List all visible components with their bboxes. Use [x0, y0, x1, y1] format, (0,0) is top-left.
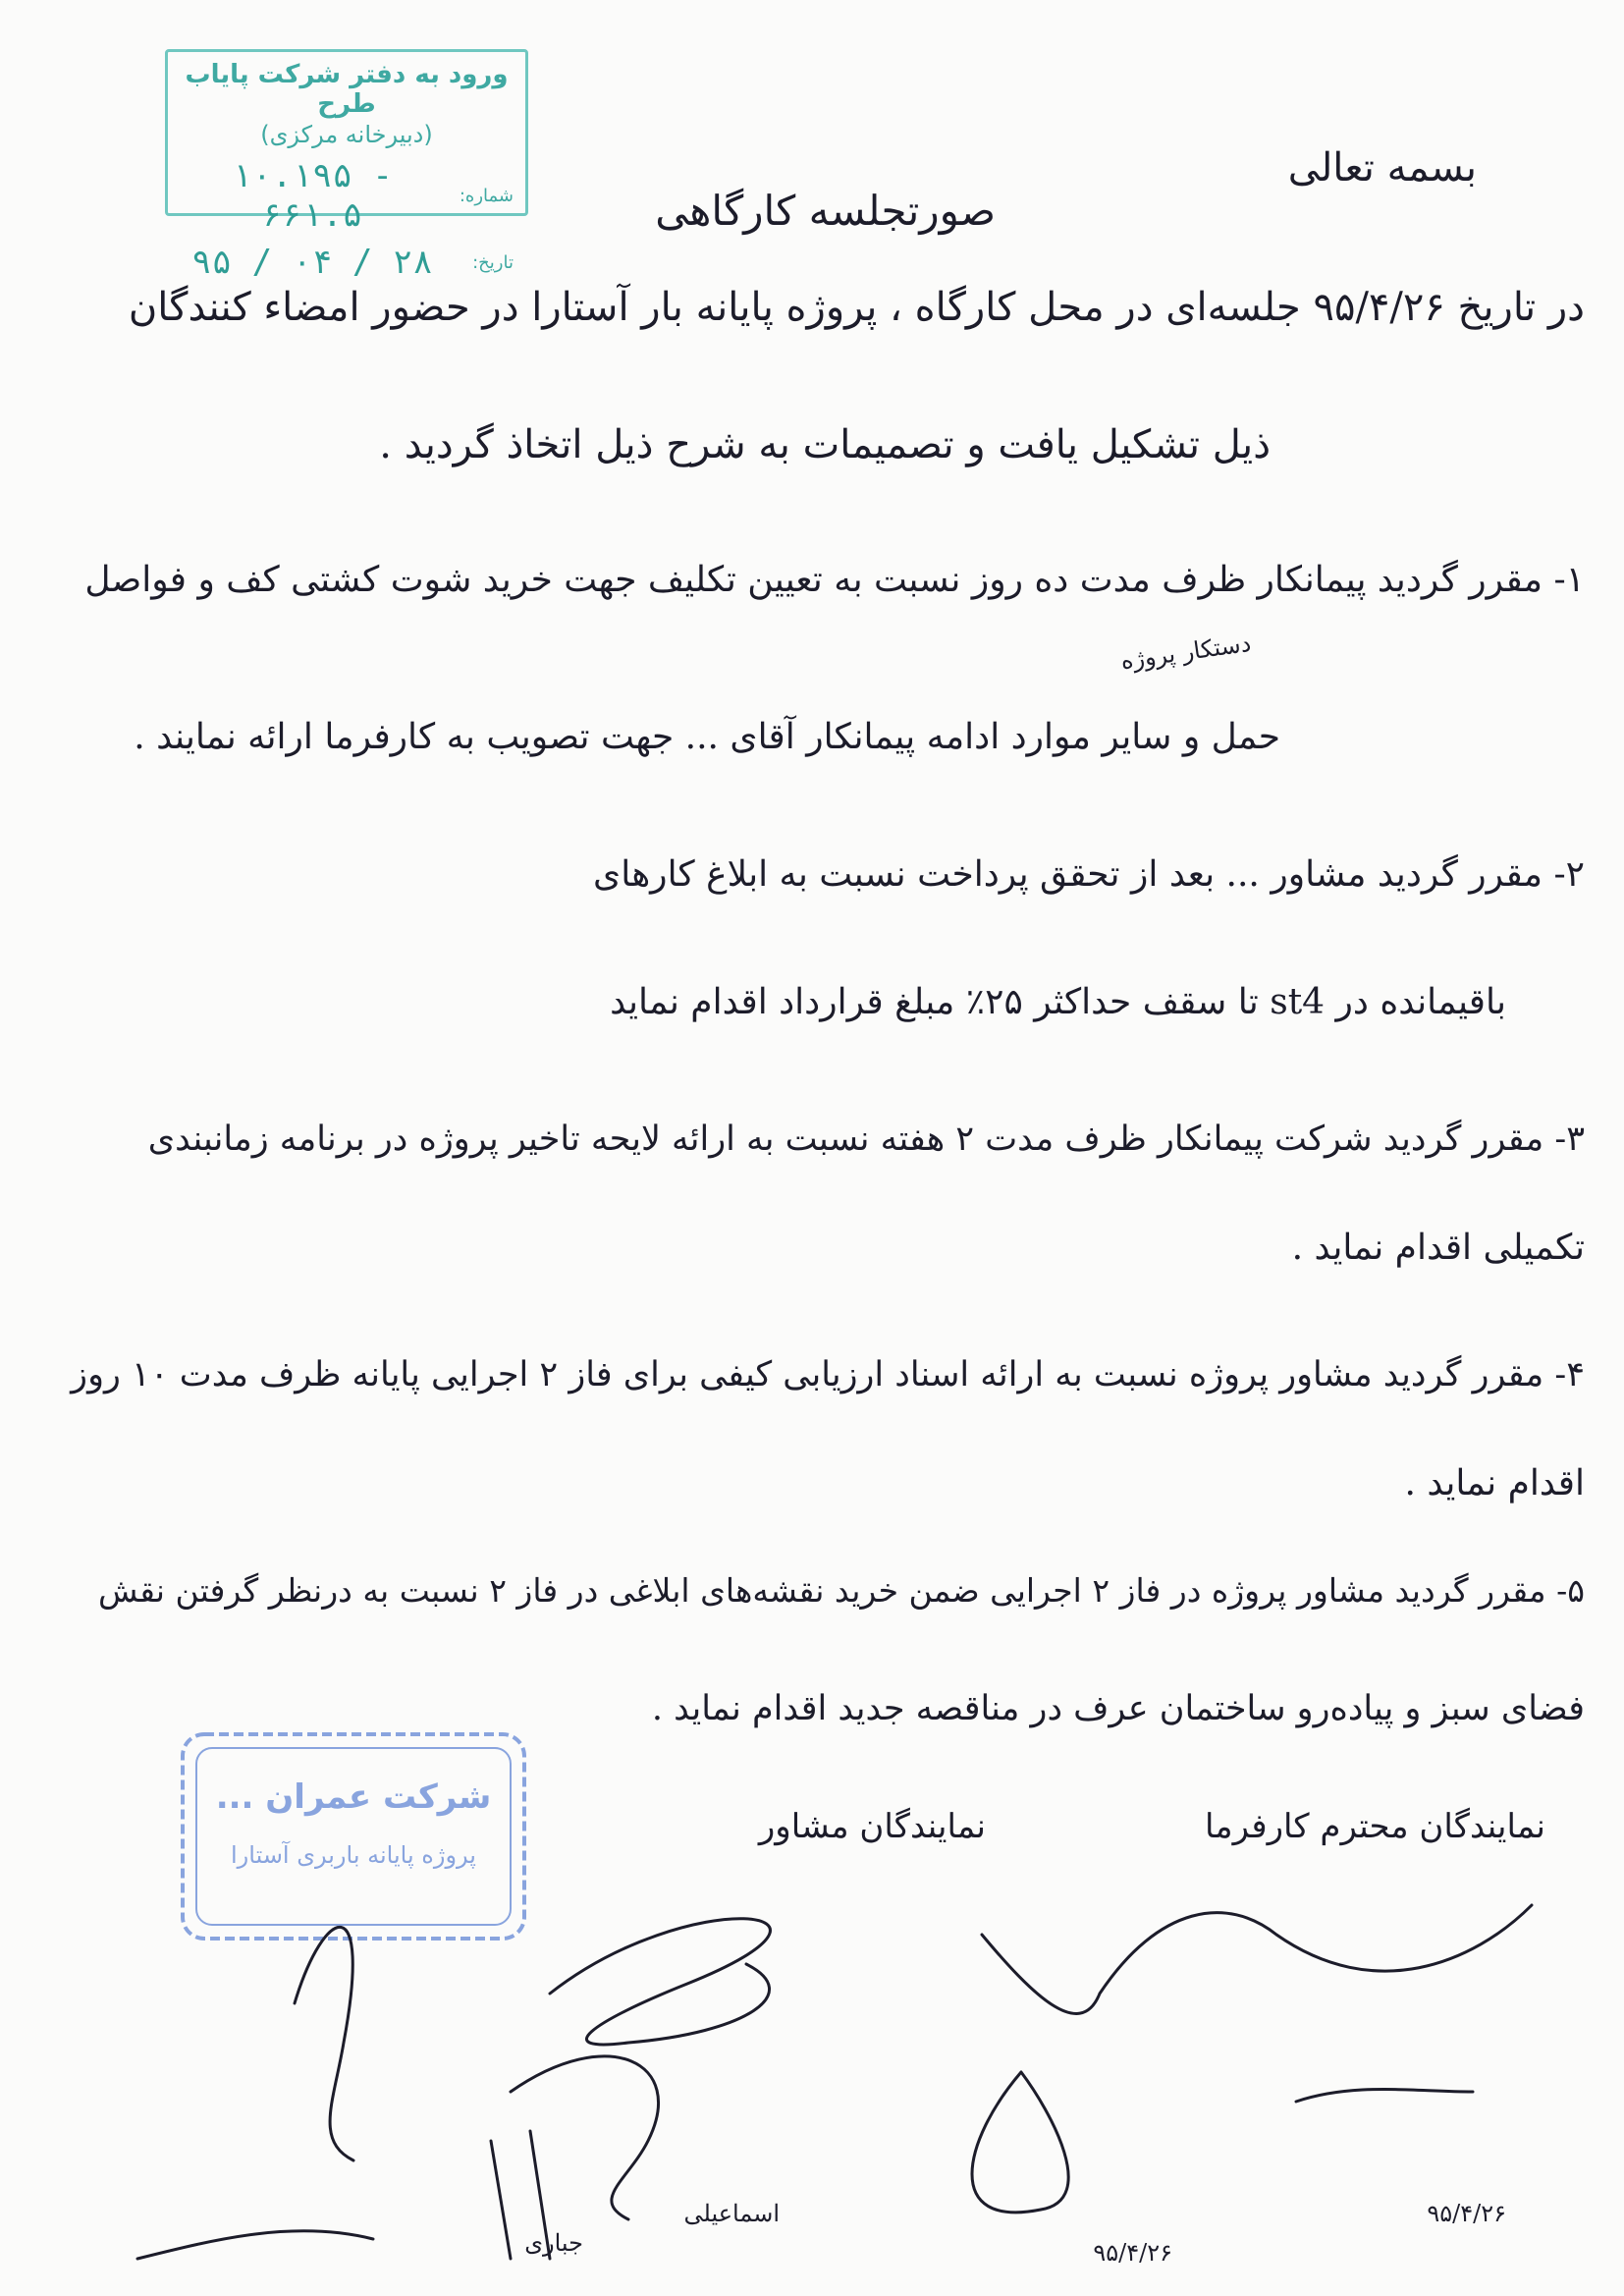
signature-7	[1296, 2090, 1473, 2103]
item-2-line-2: باقیمانده در st4 تا سقف حداکثر ۲۵٪ مبلغ قرارداد اقدام نماید	[610, 982, 1506, 1022]
item-3-line-2: تکمیلی اقدام نماید .	[1291, 1228, 1585, 1268]
stamp-subtitle: (دبیرخانه مرکزی)	[260, 121, 433, 148]
consultant-signatures-label: نمایندگان مشاور	[758, 1807, 986, 1846]
stamp-date-label: تاریخ:	[472, 251, 514, 273]
intro-line-1: در تاریخ ۹۵/۴/۲۶ جلسه‌ای در محل کارگاه ، پروژه پایانه بار آستارا در حضور امضاء کنندگان	[128, 285, 1585, 330]
item-4-line-1: ۴- مقرر گردید مشاور پروژه نسبت به ارائه اسناد ارزیابی کیفی برای فاز ۲ اجرایی پایانه ظرف مدت ۱۰ روز	[71, 1355, 1585, 1394]
signatory-name-2: اسماعیلی	[683, 2200, 780, 2227]
signature-date-2: ۹۵/۴/۲۶	[1427, 2200, 1506, 2227]
signature-1	[295, 1927, 353, 2160]
signature-4	[982, 1905, 1532, 2013]
signature-6	[137, 2231, 373, 2259]
signature-2	[550, 1919, 770, 2045]
item-4-line-2: اقدام نماید .	[1404, 1463, 1585, 1503]
entry-stamp	[165, 49, 528, 282]
signature-5	[972, 2072, 1068, 2213]
company-stamp-name: شرکت عمران ...	[215, 1777, 492, 1817]
item-3-line-1: ۳- مقرر گردید شرکت پیمانکار ظرف مدت ۲ هفته نسبت به ارائه لایحه تاخیر پروژه در برنامه زمانبندی	[147, 1120, 1585, 1159]
item-1-line-1: ۱- مقرر گردید پیمانکار ظرف مدت ده روز نسبت به تعیین تکلیف جهت خرید شوت کشتی کف و فواصل	[84, 560, 1585, 600]
item-1-line-2: حمل و سایر موارد ادامه پیمانکار آقای ... جهت تصویب به کارفرما ارائه نمایند .	[134, 717, 1280, 757]
stamp-title: ورود به دفتر شرکت پایاب طرح	[185, 60, 509, 119]
stamp-number-value: ۱۰.۱۹۵ - ۶۶۱.۵	[232, 156, 393, 235]
employer-signatures-label: نمایندگان محترم کارفرما	[1205, 1807, 1545, 1846]
item-1-note: دستکار پروژه	[1118, 629, 1253, 676]
signatory-name-1: جباری	[524, 2229, 583, 2257]
invocation: بسمه تعالی	[1287, 145, 1477, 191]
page-title: صورتجلسه کارگاهی	[655, 187, 996, 235]
stamp-number-label: شماره:	[459, 185, 514, 206]
company-stamp-project: پروژه پایانه باربری آستارا	[231, 1841, 476, 1869]
intro-line-2: ذیل تشکیل یافت و تصمیمات به شرح ذیل اتخاذ گردید .	[379, 422, 1271, 467]
signature-date-1: ۹۵/۴/۲۶	[1093, 2239, 1172, 2267]
item-5-line-1: ۵- مقرر گردید مشاور پروژه در فاز ۲ اجرایی ضمن خرید نقشه‌های ابلاغی در فاز ۲ نسبت به درنظر گرفتن نقش	[98, 1571, 1585, 1610]
item-2-line-1: ۲- مقرر گردید مشاور ... بعد از تحقق پرداخت نسبت به ابلاغ کارهای	[593, 854, 1585, 895]
stamp-date-value: ۹۵ / ۰۴ / ۲۸	[191, 243, 433, 282]
item-5-line-2: فضای سبز و پیاده‌رو ساختمان عرف در مناقصه جدید اقدام نماید .	[651, 1689, 1585, 1728]
signatures-area	[0, 1846, 1624, 2296]
